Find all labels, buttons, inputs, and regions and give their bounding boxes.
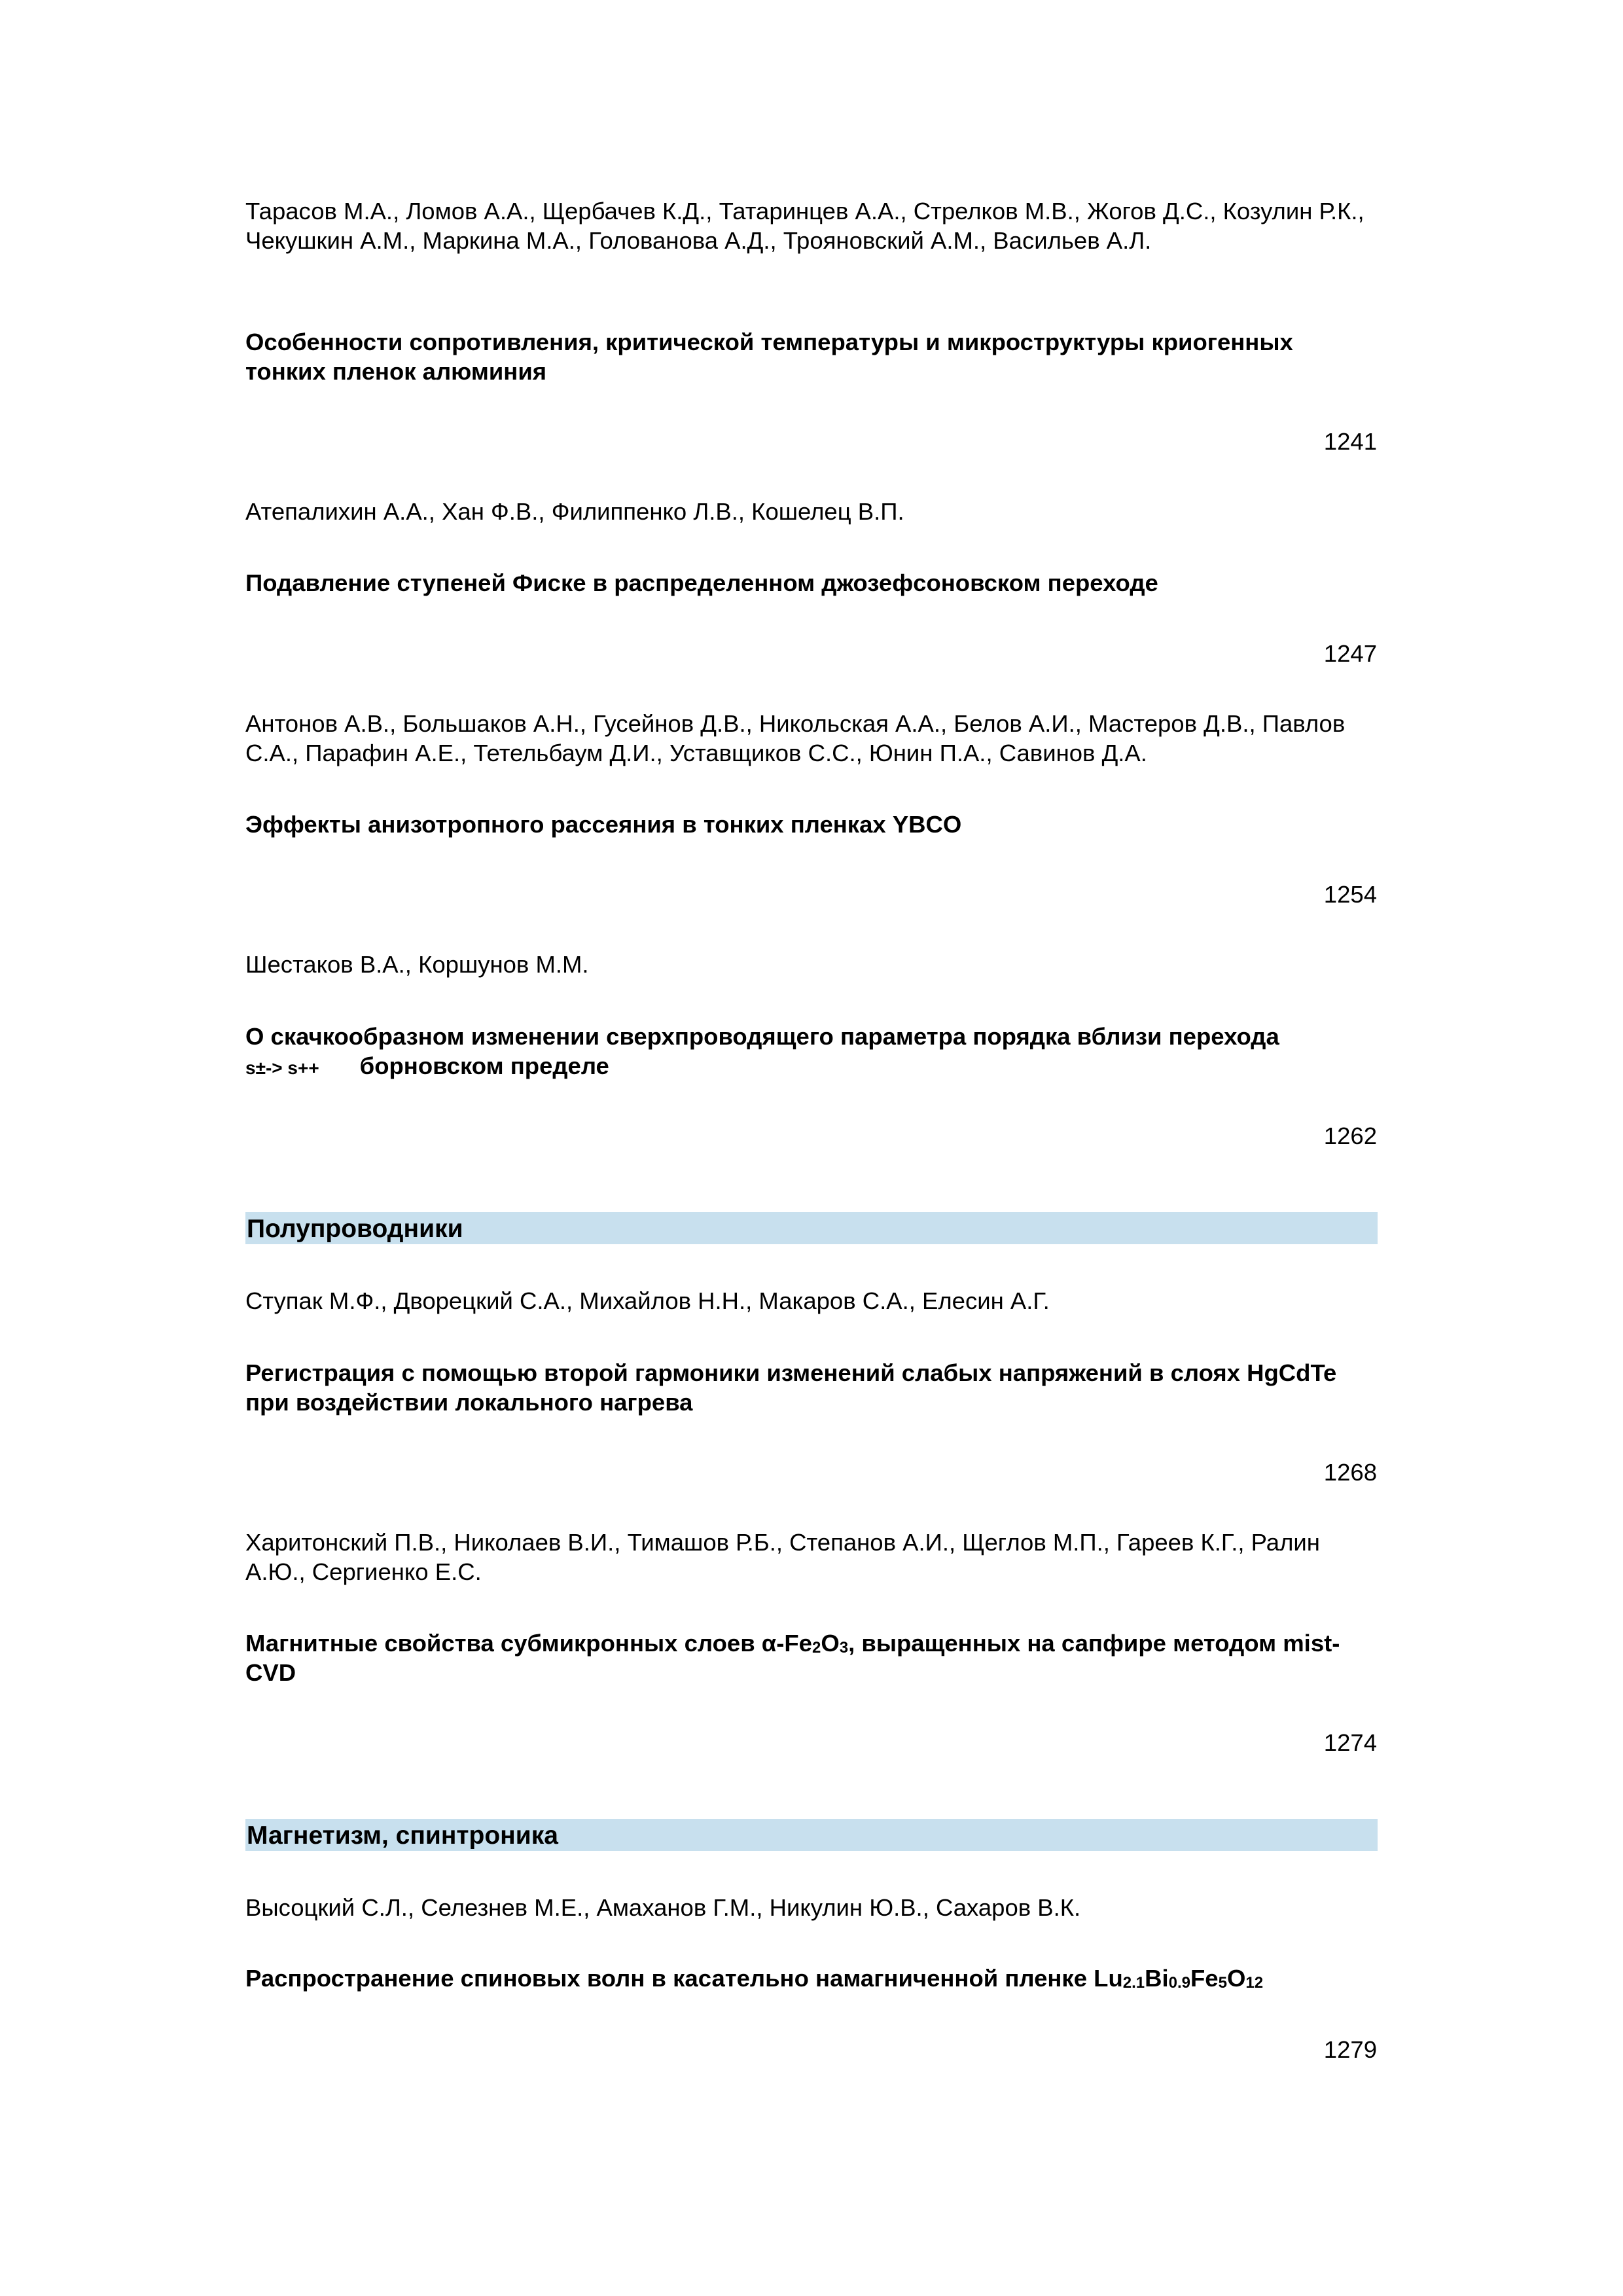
subscript: 2 xyxy=(812,1639,821,1657)
entry-title[interactable]: Подавление ступеней Фиске в распределенном джозефсоновском переходе xyxy=(245,569,1158,596)
entry-title[interactable]: Регистрация с помощью второй гармоники изменений слабых напряжений в слоях HgCdTe при воздействии локального нагрева xyxy=(245,1359,1337,1416)
entry-authors: Атепалихин А.А., Хан Ф.В., Филиппенко Л.В., Кошелец В.П. xyxy=(245,498,904,525)
entry-title[interactable]: Эффекты анизотропного рассеяния в тонких пленках YBCO xyxy=(245,811,962,838)
title-text: Распространение спиновых волн в касательно намагниченной пленке Lu xyxy=(245,1965,1123,1992)
section-title: Магнетизм, спинтроника xyxy=(247,1821,558,1850)
title-text: Магнитные свойства субмикронных слоев α-Fe xyxy=(245,1630,812,1657)
title-text: борновском пределе xyxy=(359,1052,609,1079)
entry-title[interactable]: Особенности сопротивления, критической температуры и микроструктуры криогенных тонких пленок алюминия xyxy=(245,329,1293,385)
section-title: Полупроводники xyxy=(247,1215,463,1243)
title-text: О скачкообразном изменении сверхпроводящего параметра порядка вблизи перехода xyxy=(245,1023,1279,1050)
entry-title[interactable] xyxy=(245,1628,1378,1687)
title-text: Fe xyxy=(1190,1965,1219,1992)
entry-authors: Тарасов М.А., Ломов А.А., Щербачев К.Д., Татаринцев А.А., Стрелков М.В., Жогов Д.С., Козулин Р.К., Чекушкин А.М., Маркина М.А., Голованова А.Д., Трояновский А.М., Васильев А.Л. xyxy=(245,198,1364,254)
title-text: Bi xyxy=(1145,1965,1169,1992)
entry-authors: Ступак М.Ф., Дворецкий С.А., Михайлов Н.Н., Макаров С.А., Елесин А.Г. xyxy=(245,1287,1050,1314)
entry-authors: Харитонский П.В., Николаев В.И., Тимашов Р.Б., Степанов А.И., Щеглов М.П., Гареев К.Г., Ралин А.Ю., Сергиенко Е.С. xyxy=(245,1529,1320,1585)
page-number[interactable]: 1274 xyxy=(1323,1729,1377,1756)
subscript: 2.1 xyxy=(1122,1974,1145,1992)
title-formula: s±-> s++ xyxy=(245,1058,319,1078)
page-number[interactable]: 1254 xyxy=(1323,881,1377,908)
section-header xyxy=(245,1819,1378,1851)
entry-title[interactable] xyxy=(245,1022,1378,1083)
subscript: 0.9 xyxy=(1168,1974,1190,1992)
page-number[interactable]: 1268 xyxy=(1323,1459,1377,1486)
entry-authors: Высоцкий С.Л., Селезнев М.Е., Амаханов Г.М., Никулин Ю.В., Сахаров В.К. xyxy=(245,1894,1081,1921)
entry-authors: Антонов А.В., Большаков А.Н., Гусейнов Д.В., Никольская А.А., Белов А.И., Мастеров Д.В., Павлов С.А., Парафин А.Е., Тетельбаум Д.И., Уставщиков С.С., Юнин П.А., Савинов Д.А. xyxy=(245,710,1346,766)
subscript: 12 xyxy=(1245,1974,1264,1992)
entry-title[interactable] xyxy=(245,1964,1378,1993)
page-number[interactable]: 1279 xyxy=(1323,2036,1377,2063)
page-number[interactable]: 1241 xyxy=(1323,428,1377,455)
subscript: 3 xyxy=(839,1639,849,1657)
title-text: , выращенных на сапфире методом mist-CVD xyxy=(245,1630,1340,1686)
section-header xyxy=(245,1212,1378,1244)
title-text: O xyxy=(821,1630,840,1657)
subscript: 5 xyxy=(1218,1974,1227,1992)
page-number[interactable]: 1262 xyxy=(1323,1122,1377,1149)
title-text: O xyxy=(1226,1965,1246,1992)
entry-authors: Шестаков В.А., Коршунов М.М. xyxy=(245,951,589,978)
page-number[interactable]: 1247 xyxy=(1323,640,1377,667)
